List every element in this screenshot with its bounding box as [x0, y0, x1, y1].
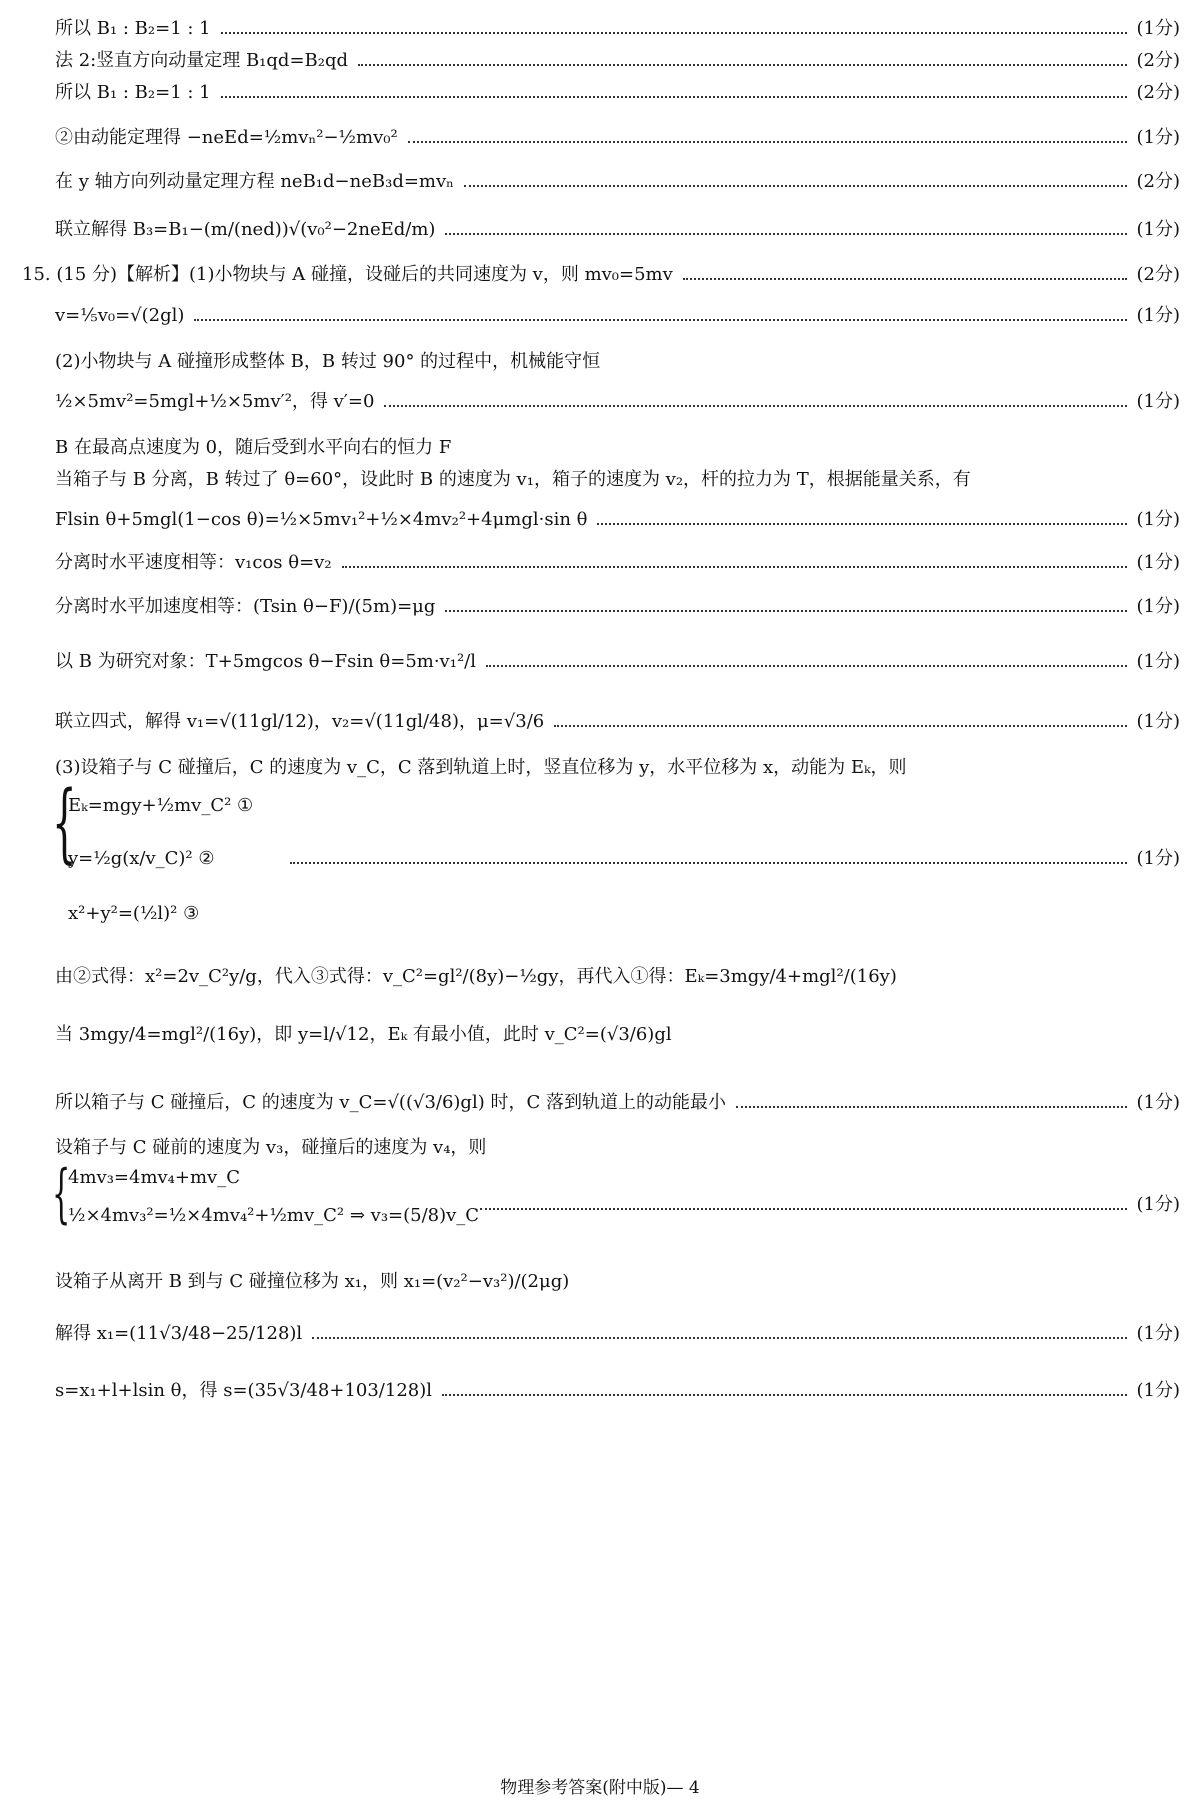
solution-text: 当箱子与 B 分离，B 转过了 θ=60°，设此时 B 的速度为 v₁，箱子的速度为 v₂，杆的拉力为 T，根据能量关系，有	[55, 469, 971, 490]
equation-text: Flsin θ+5mgl(1−cos θ)=½×5mv₁²+½×4mv₂²+4μmgl·sin θ	[55, 509, 588, 530]
dot-leader	[221, 32, 1127, 34]
system-equation-3: x²+y²=(½l)² ③	[68, 903, 200, 924]
solution-line	[55, 651, 1180, 673]
solution-line	[55, 82, 1180, 104]
system-score-line	[280, 848, 1180, 870]
score-mark: (1分)	[1136, 305, 1180, 326]
score-mark: (2分)	[1136, 171, 1180, 192]
left-brace: {	[52, 1157, 71, 1231]
score-mark: (1分)	[1136, 552, 1180, 573]
score-mark: (2分)	[1136, 82, 1180, 103]
system-equation-1: Eₖ=mgy+½mv_C² ①	[68, 795, 254, 816]
dot-leader	[736, 1106, 1127, 1108]
solution-line	[55, 596, 1180, 618]
solution-text: 由②式得：x²=2v_C²y/g，代入③式得：v_C²=gl²/(8y)−½gy，再代入①得：Eₖ=3mgy/4+mgl²/(16y)	[55, 966, 897, 987]
score-mark: (1分)	[1136, 848, 1180, 869]
solution-line	[55, 391, 1180, 413]
equation-text: v=⅕v₀=√(2gl)	[55, 305, 185, 326]
dot-leader	[408, 141, 1127, 143]
equation-text: 解得 x₁=(11√3/48−25/128)l	[55, 1323, 303, 1344]
dot-leader	[384, 405, 1126, 407]
equation-text: 法 2:竖直方向动量定理 B₁qd=B₂qd	[55, 50, 349, 71]
solution-line	[55, 711, 1180, 733]
dot-leader	[554, 725, 1126, 727]
solution-line	[55, 1092, 1180, 1114]
solution-text: 设箱子与 C 碰前的速度为 v₃，碰撞后的速度为 v₄，则	[55, 1137, 487, 1158]
system-equation-1: 4mv₃=4mv₄+mv_C	[68, 1167, 240, 1188]
score-mark: (1分)	[1136, 127, 1180, 148]
solution-text: (2)小物块与 A 碰撞形成整体 B，B 转过 90° 的过程中，机械能守恒	[55, 351, 601, 372]
solution-line	[55, 1380, 1180, 1402]
equation-text: 在 y 轴方向列动量定理方程 neB₁d−neB₃d=mvₙ	[55, 171, 454, 192]
equation-text: ②由动能定理得 −neEd=½mvₙ²−½mv₀²	[55, 127, 398, 148]
system-equation-2: ½×4mv₃²=½×4mv₄²+½mv_C² ⇒ v₃=(5/8)v_C	[68, 1205, 480, 1226]
score-mark: (2分)	[1136, 264, 1180, 285]
dot-leader	[221, 96, 1127, 98]
score-mark: (1分)	[1136, 18, 1180, 39]
dot-leader	[290, 862, 1127, 864]
solution-text: B 在最高点速度为 0，随后受到水平向右的恒力 F	[55, 437, 452, 458]
equation-text: 所以 B₁ : B₂=1 : 1	[55, 18, 211, 39]
solution-line	[55, 509, 1180, 531]
system-score-line	[470, 1194, 1180, 1216]
equation-text: 所以 B₁ : B₂=1 : 1	[55, 82, 211, 103]
dot-leader	[194, 319, 1126, 321]
dot-leader	[342, 566, 1127, 568]
dot-leader	[597, 523, 1126, 525]
equation-text: ½×5mv²=5mgl+½×5mv′²，得 v′=0	[55, 391, 375, 412]
solution-line	[55, 305, 1180, 327]
solution-text: (3)设箱子与 C 碰撞后，C 的速度为 v_C，C 落到轨道上时，竖直位移为 y，水平位移为 x，动能为 Eₖ，则	[55, 757, 907, 778]
left-brace: {	[52, 773, 77, 873]
solution-line	[55, 552, 1180, 574]
equation-text: 所以箱子与 C 碰撞后，C 的速度为 v_C=√((√3/6)gl) 时，C 落到轨道上的动能最小	[55, 1092, 726, 1113]
score-mark: (1分)	[1136, 391, 1180, 412]
score-mark: (1分)	[1136, 1194, 1180, 1215]
dot-leader	[445, 610, 1126, 612]
solution-text: 当 3mgy/4=mgl²/(16y)，即 y=l/√12，Eₖ 有最小值，此时 v_C²=(√3/6)gl	[55, 1024, 672, 1045]
solution-text: 设箱子从离开 B 到与 C 碰撞位移为 x₁，则 x₁=(v₂²−v₃²)/(2μg)	[55, 1271, 570, 1292]
dot-leader	[464, 185, 1127, 187]
solution-line	[55, 127, 1180, 149]
dot-leader	[442, 1394, 1126, 1396]
score-mark: (1分)	[1136, 219, 1180, 240]
equation-text: 分离时水平速度相等：v₁cos θ=v₂	[55, 552, 332, 573]
score-mark: (1分)	[1136, 1092, 1180, 1113]
solution-line	[55, 18, 1180, 40]
score-mark: (1分)	[1136, 1323, 1180, 1344]
equation-text: 15. (15 分)【解析】(1)小物块与 A 碰撞，设碰后的共同速度为 v，则 mv₀=5mv	[22, 264, 673, 285]
solution-line	[55, 50, 1180, 72]
score-mark: (1分)	[1136, 1380, 1180, 1401]
dot-leader	[358, 64, 1126, 66]
score-mark: (1分)	[1136, 596, 1180, 617]
equation-text: 分离时水平加速度相等：(Tsin θ−F)/(5m)=μg	[55, 596, 436, 617]
question-15-header	[22, 264, 1180, 286]
equation-text: 联立解得 B₃=B₁−(m/(ned))√(v₀²−2neEd/m)	[55, 219, 436, 240]
dot-leader	[486, 665, 1127, 667]
equation-text: 以 B 为研究对象：T+5mgcos θ−Fsin θ=5m·v₁²/l	[55, 651, 476, 672]
dot-leader	[445, 233, 1126, 235]
equation-text: 联立四式，解得 v₁=√(11gl/12)，v₂=√(11gl/48)，μ=√3/6	[55, 711, 545, 732]
equation-text: s=x₁+l+lsin θ，得 s=(35√3/48+103/128)l	[55, 1380, 433, 1401]
dot-leader	[312, 1337, 1126, 1339]
score-mark: (1分)	[1136, 509, 1180, 530]
page-footer: 物理参考答案(附中版)— 4	[500, 1778, 700, 1798]
system-equation-2: y=½g(x/v_C)² ②	[68, 848, 215, 869]
solution-line	[55, 219, 1180, 241]
score-mark: (1分)	[1136, 651, 1180, 672]
score-mark: (1分)	[1136, 711, 1180, 732]
score-mark: (2分)	[1136, 50, 1180, 71]
dot-leader	[480, 1208, 1127, 1210]
solution-line	[55, 171, 1180, 193]
solution-line	[55, 1323, 1180, 1345]
dot-leader	[683, 278, 1127, 280]
